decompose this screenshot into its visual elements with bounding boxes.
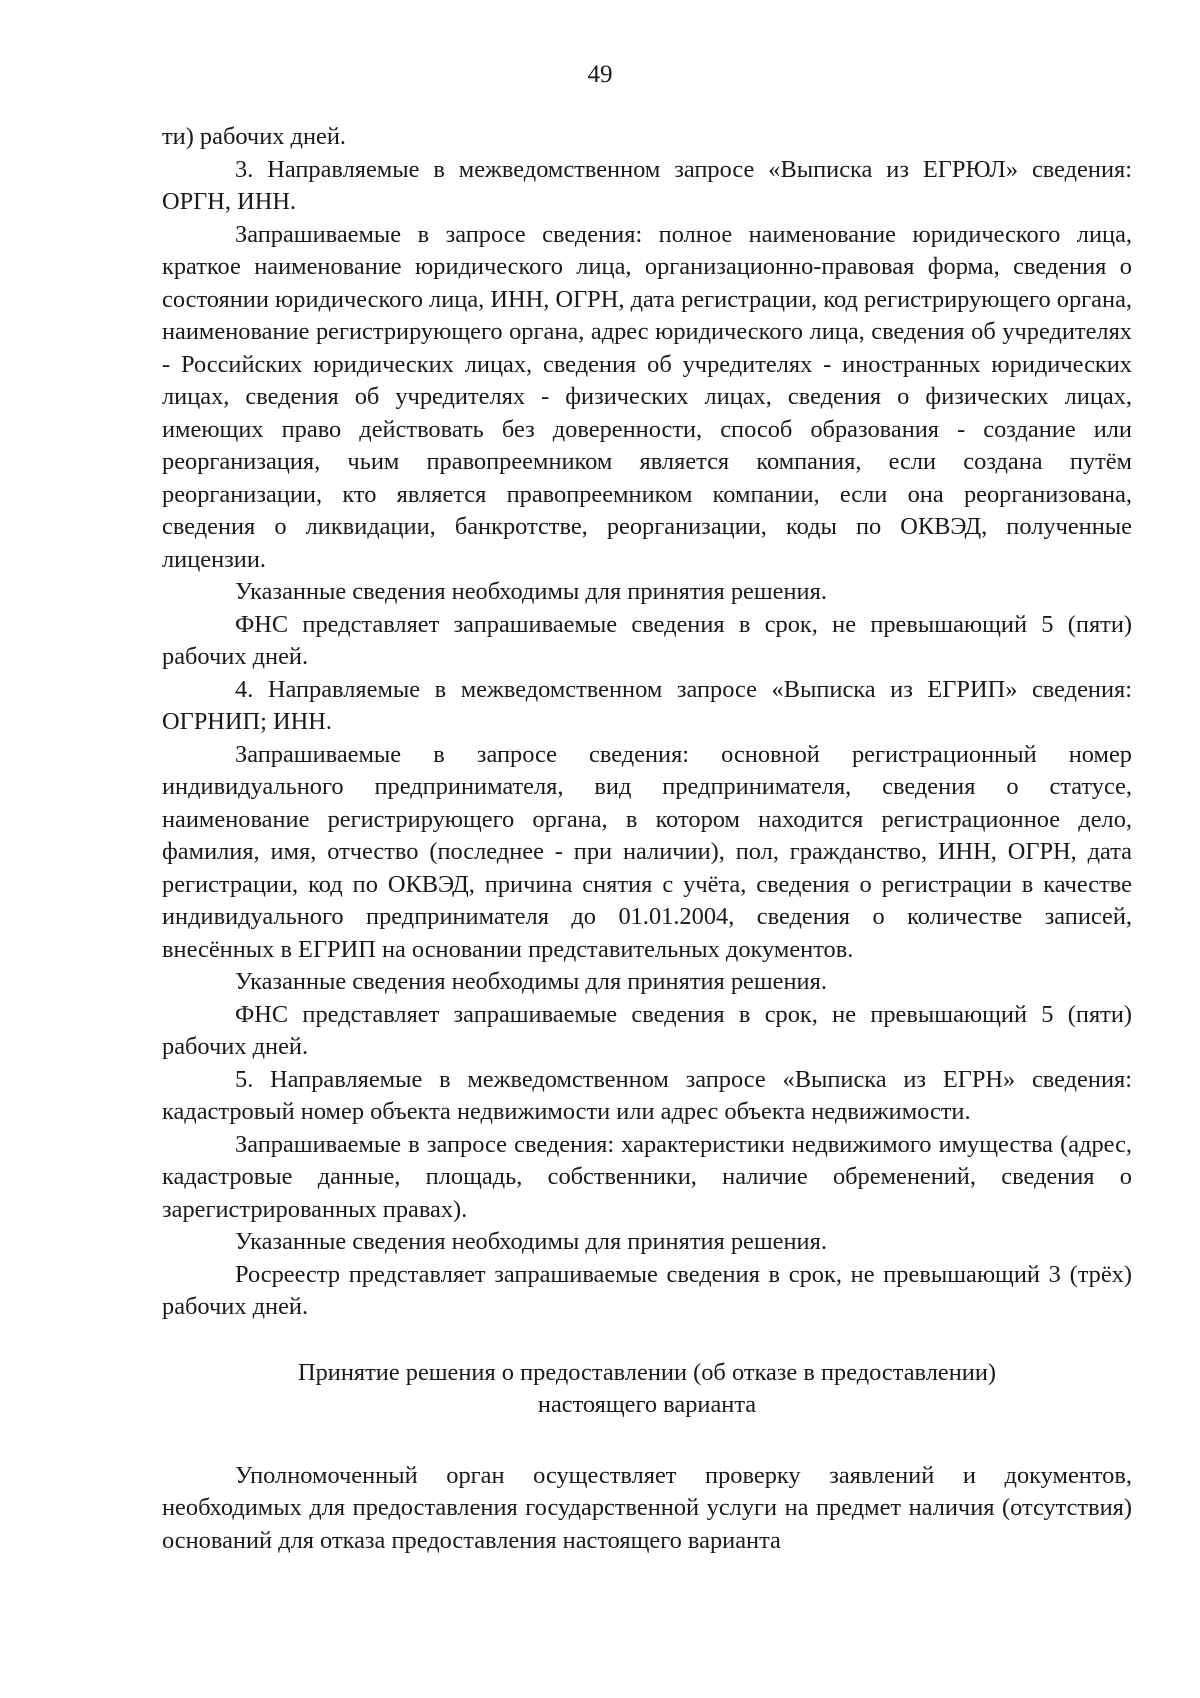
paragraph-egrul-purpose: Указанные сведения необходимы для принятия решения. — [235, 578, 827, 605]
paragraph-egrul-requested-data: Запрашиваемые в запросе сведения: полное наименование юридического лица, краткое наименование юридического лица, организационно-правовая форма, сведения о состоянии юридического лица, ИНН, ОГРН, дата регистрации, код регистрирующего органа, наименование регистрирующего органа, адрес юридического лица, сведения об учредителях - Российских юридических лицах, сведения об учредителях - иностранных юридических лицах, сведения об учредителях - физических лицах, сведения о физических лицах, имеющих право действовать без доверенности, способ образования - создание или реорганизация, чьим правопреемником является компания, если создана путём реорганизации, кто является правопреемником компании, если она реорганизована, сведения о ликвидации, банкротстве, реорганизации, коды по ОКВЭД, полученные лицензии. — [162, 220, 1132, 573]
page-number: 49 — [587, 61, 613, 88]
paragraph-egrip-deadline: ФНС представляет запрашиваемые сведения в срок, не превышающий 5 (пяти) рабочих дней. — [162, 1000, 1132, 1060]
paragraph-egrip-requested-data: Запрашиваемые в запросе сведения: основной регистрационный номер индивидуального предпринимателя, вид предпринимателя, сведения о статусе, наименование регистрирующего органа, в котором находится регистрационное дело, фамилия, имя, отчество (последнее - при наличии), пол, гражданство, ИНН, ОГРН, дата регистрации, код по ОКВЭД, причина снятия с учёта, сведения о регистрации в качестве индивидуального предпринимателя до 01.01.2004, сведения о количестве записей, внесённых в ЕГРИП на основании представительных документов. — [162, 740, 1132, 963]
document-body — [162, 121, 1132, 1557]
paragraph-egrn-purpose: Указанные сведения необходимы для принятия решения. — [235, 1228, 827, 1255]
section-heading — [162, 1357, 1132, 1422]
paragraph-egrul-deadline: ФНС представляет запрашиваемые сведения в срок, не превышающий 5 (пяти) рабочих дней. — [162, 610, 1132, 670]
paragraph-egrn-request: 5. Направляемые в межведомственном запросе «Выписка из ЕГРН» сведения: кадастровый номер объекта недвижимости или адрес объекта недвижимости. — [162, 1065, 1132, 1125]
paragraph-egrip-purpose: Указанные сведения необходимы для принятия решения. — [235, 968, 827, 995]
paragraph-continuation: ти) рабочих дней. — [162, 123, 346, 150]
section-heading-line-2: настоящего варианта — [537, 1391, 757, 1418]
paragraph-egrn-deadline: Росреестр представляет запрашиваемые сведения в срок, не превышающий 3 (трёх) рабочих дней. — [162, 1260, 1132, 1320]
paragraph-egrul-request: 3. Направляемые в межведомственном запросе «Выписка из ЕГРЮЛ» сведения: ОРГН, ИНН. — [162, 155, 1132, 215]
paragraph-egrn-requested-data: Запрашиваемые в запросе сведения: характеристики недвижимого имущества (адрес, кадастровые данные, площадь, собственники, наличие обременений, сведения о зарегистрированных правах). — [162, 1130, 1132, 1223]
paragraph-decision-check: Уполномоченный орган осуществляет проверку заявлений и документов, необходимых для предоставления государственной услуги на предмет наличия (отсутствия) оснований для отказа предоставления настоящего варианта — [162, 1461, 1132, 1554]
section-heading-line-1: Принятие решения о предоставлении (об отказе в предоставлении) — [297, 1358, 996, 1386]
paragraph-egrip-request: 4. Направляемые в межведомственном запросе «Выписка из ЕГРИП» сведения: ОГРНИП; ИНН. — [162, 675, 1132, 735]
